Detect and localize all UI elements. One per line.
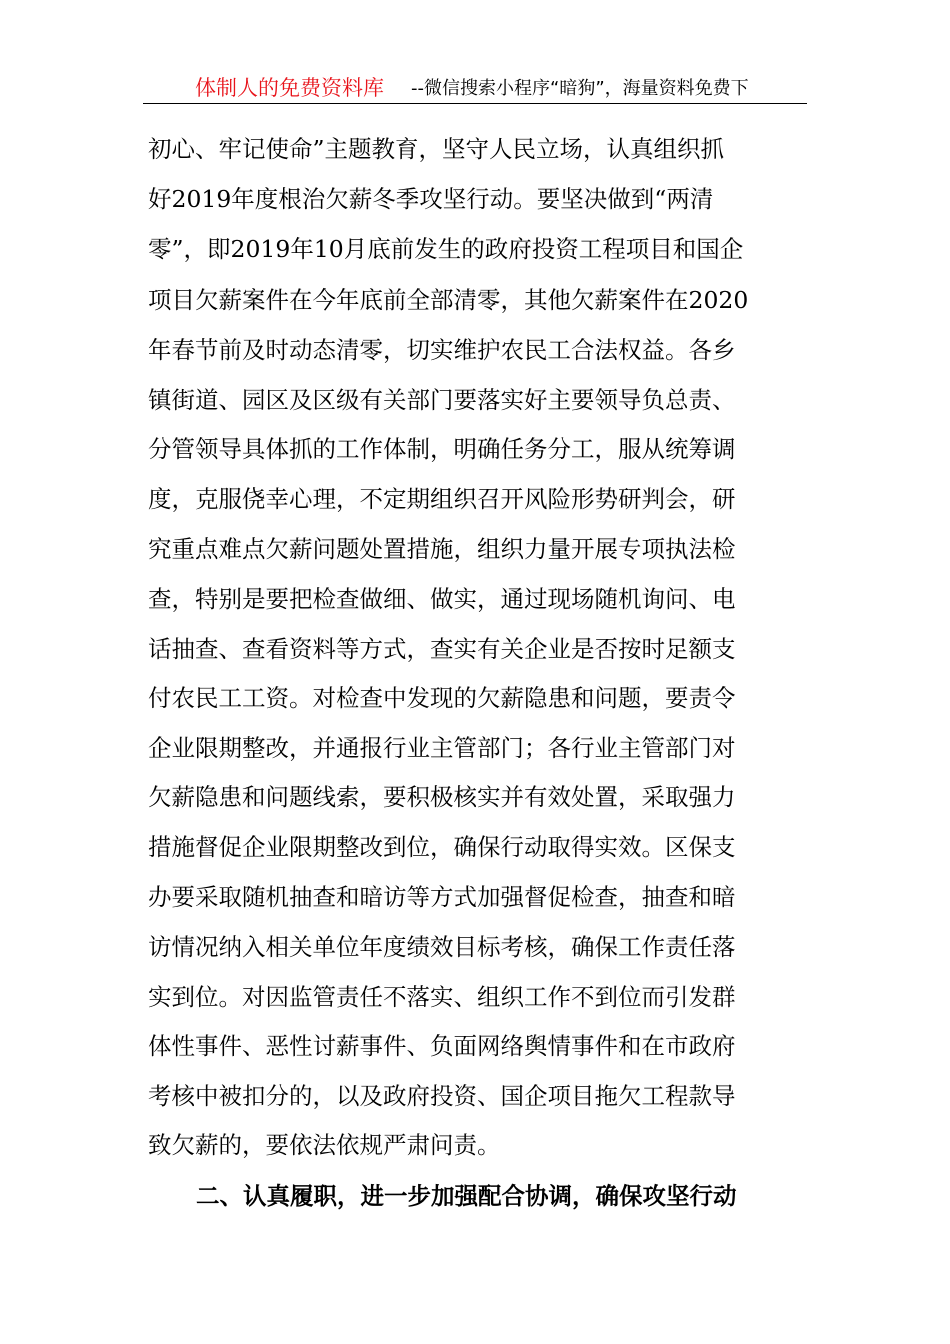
body-line: 度，克服侥幸心理，不定期组织召开风险形势研判会，研 bbox=[148, 485, 736, 513]
body-line: 措施督促企业限期整改到位，确保行动取得实效。区保支 bbox=[148, 833, 736, 861]
body-line: 查，特别是要把检查做细、做实，通过现场随机询问、电 bbox=[148, 585, 736, 613]
section-heading: 二、认真履职，进一步加强配合协调，确保攻坚行动 bbox=[196, 1182, 737, 1210]
body-line: 话抽查、查看资料等方式，查实有关企业是否按时足额支 bbox=[148, 635, 736, 663]
body-line: 体性事件、恶性讨薪事件、负面网络舆情事件和在市政府 bbox=[148, 1032, 736, 1060]
body-line: 付农民工工资。对检查中发现的欠薪隐患和问题，要责令 bbox=[148, 684, 736, 712]
page-header bbox=[143, 70, 807, 104]
header-note: --微信搜索小程序“暗狗”，海量资料免费下 bbox=[411, 78, 749, 99]
body-line: 初心、牢记使命”主题教育，坚守人民立场，认真组织抓 bbox=[148, 135, 725, 163]
body-line: 零”，即2019年10月底前发生的政府投资工程项目和国企 bbox=[148, 235, 744, 263]
body-line: 实到位。对因监管责任不落实、组织工作不到位而引发群 bbox=[148, 983, 736, 1011]
body-line: 企业限期整改，并通报行业主管部门；各行业主管部门对 bbox=[148, 734, 736, 762]
body-line: 办要采取随机抽查和暗访等方式加强督促检查，抽查和暗 bbox=[148, 883, 736, 911]
body-line: 好2019年度根治欠薪冬季攻坚行动。要坚决做到“两清 bbox=[148, 185, 714, 213]
body-line: 究重点难点欠薪问题处置措施，组织力量开展专项执法检 bbox=[148, 535, 736, 563]
body-line: 分管领导具体抓的工作体制，明确任务分工，服从统筹调 bbox=[148, 435, 736, 463]
body-line: 年春节前及时动态清零，切实维护农民工合法权益。各乡 bbox=[148, 336, 736, 364]
body-line: 欠薪隐患和问题线索，要积极核实并有效处置，采取强力 bbox=[148, 783, 736, 811]
header-brand: 体制人的免费资料库 bbox=[195, 76, 384, 100]
body-line: 考核中被扣分的，以及政府投资、国企项目拖欠工程款导 bbox=[148, 1082, 736, 1110]
body-line: 项目欠薪案件在今年底前全部清零，其他欠薪案件在2020 bbox=[148, 286, 749, 314]
body-line: 镇街道、园区及区级有关部门要落实好主要领导负总责、 bbox=[148, 386, 736, 414]
body-line: 致欠薪的，要依法依规严肃问责。 bbox=[148, 1131, 501, 1159]
body-line: 访情况纳入相关单位年度绩效目标考核，确保工作责任落 bbox=[148, 933, 736, 961]
